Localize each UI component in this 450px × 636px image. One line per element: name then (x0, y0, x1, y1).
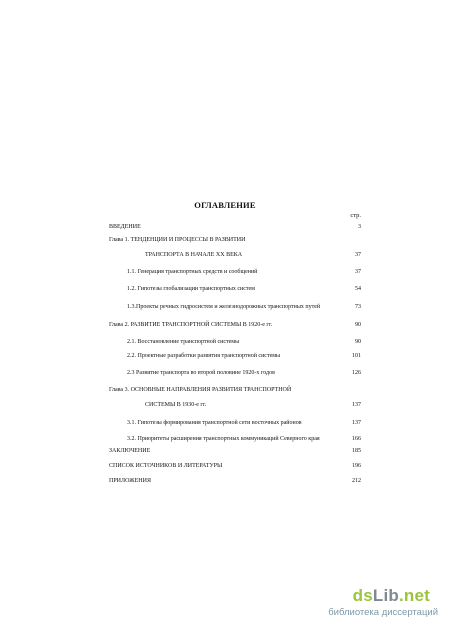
toc-entry-label: 2.2. Проектные разработки развития транспортной системы (127, 353, 281, 359)
toc-entry-page: 166 (352, 436, 361, 442)
page-column-header: стр. (350, 212, 361, 219)
toc-entry (0, 434, 450, 444)
toc-entry-label: Глава 3. ОСНОВНЫЕ НАПРАВЛЕНИЯ РАЗВИТИЯ ТРАНСПОРТНОЙ (109, 387, 292, 393)
toc-entry-page: 196 (352, 463, 361, 469)
toc-entry-label: Глава 2. РАЗВИТИЕ ТРАНСПОРТНОЙ СИСТЕМЫ В 1920-е гг. (109, 322, 273, 328)
toc-entry (0, 267, 450, 277)
toc-entry-label: ЗАКЛЮЧЕНИЕ (109, 448, 151, 454)
dslib-logo (353, 586, 430, 606)
toc-entry (0, 320, 450, 330)
toc-entry-page: 73 (355, 304, 361, 310)
toc-entry-page: 37 (355, 269, 361, 275)
toc-entry-page: 137 (352, 402, 361, 408)
toc-entry-label: СИСТЕМЫ В 1930-е гг. (145, 402, 207, 408)
toc-entry-page: 3 (358, 224, 361, 230)
toc-entry-page: 54 (355, 286, 361, 292)
toc-entry (0, 337, 450, 347)
toc-entry (0, 400, 450, 410)
toc-entry (0, 446, 450, 456)
toc-entry-label: 3.2. Приоритеты расширения транспортных коммуникаций Северного края (127, 436, 320, 442)
dslib-watermark (298, 586, 438, 624)
toc-entry (0, 302, 450, 312)
toc-entry-page: 185 (352, 448, 361, 454)
toc-entry-label: ТРАНСПОРТА В НАЧАЛЕ XX ВЕКА (145, 252, 243, 258)
toc-entry-label: ПРИЛОЖЕНИЯ (109, 478, 151, 484)
toc-title: ОГЛАВЛЕНИЕ (194, 200, 256, 210)
toc-entry-label: 2.3 Развитие транспорта во второй половине 1920-х годов (127, 370, 275, 376)
toc-entry-label: 3.1. Гипотезы формирования транспортной сети восточных районов (127, 420, 302, 426)
toc-entry (0, 461, 450, 471)
toc-entry (0, 284, 450, 294)
logo-ds: ds (352, 586, 373, 605)
toc-entry-label: 1.2. Гипотезы глобализации транспортных систем (127, 286, 255, 292)
toc-entry (0, 351, 450, 361)
toc-entry-label: СПИСОК ИСТОЧНИКОВ И ЛИТЕРАТУРЫ (109, 463, 223, 469)
logo-net: .net (398, 586, 430, 605)
toc-entry-label: 1.3.Проекты речных гидросистем и железнодорожных транспортных путей (127, 304, 321, 310)
toc-entry-label: Глава 1. ТЕНДЕНЦИИ И ПРОЦЕССЫ В РАЗВИТИИ (109, 237, 246, 243)
toc-entry (0, 368, 450, 378)
toc-entry (0, 235, 450, 245)
watermark-subtitle: библиотека диссертаций (328, 607, 438, 618)
toc-entry-page: 90 (355, 322, 361, 328)
toc-entry-label: 1.1. Генерация транспортных средств и сообщений (127, 269, 258, 275)
toc-entry (0, 250, 450, 260)
toc-entry (0, 476, 450, 486)
toc-entry (0, 222, 450, 232)
toc-entry-page: 137 (352, 420, 361, 426)
toc-entry (0, 385, 450, 395)
toc-entry-page: 212 (352, 478, 361, 484)
toc-entry-label: 2.1. Восстановление транспортной системы (127, 339, 240, 345)
toc-entry-page: 90 (355, 339, 361, 345)
toc-entry-page: 126 (352, 370, 361, 376)
toc-entry-page: 37 (355, 252, 361, 258)
logo-lib: Lib (372, 586, 399, 605)
toc-entry (0, 418, 450, 428)
toc-entry-page: 101 (352, 353, 361, 359)
toc-entry-label: ВВЕДЕНИЕ (109, 224, 141, 230)
